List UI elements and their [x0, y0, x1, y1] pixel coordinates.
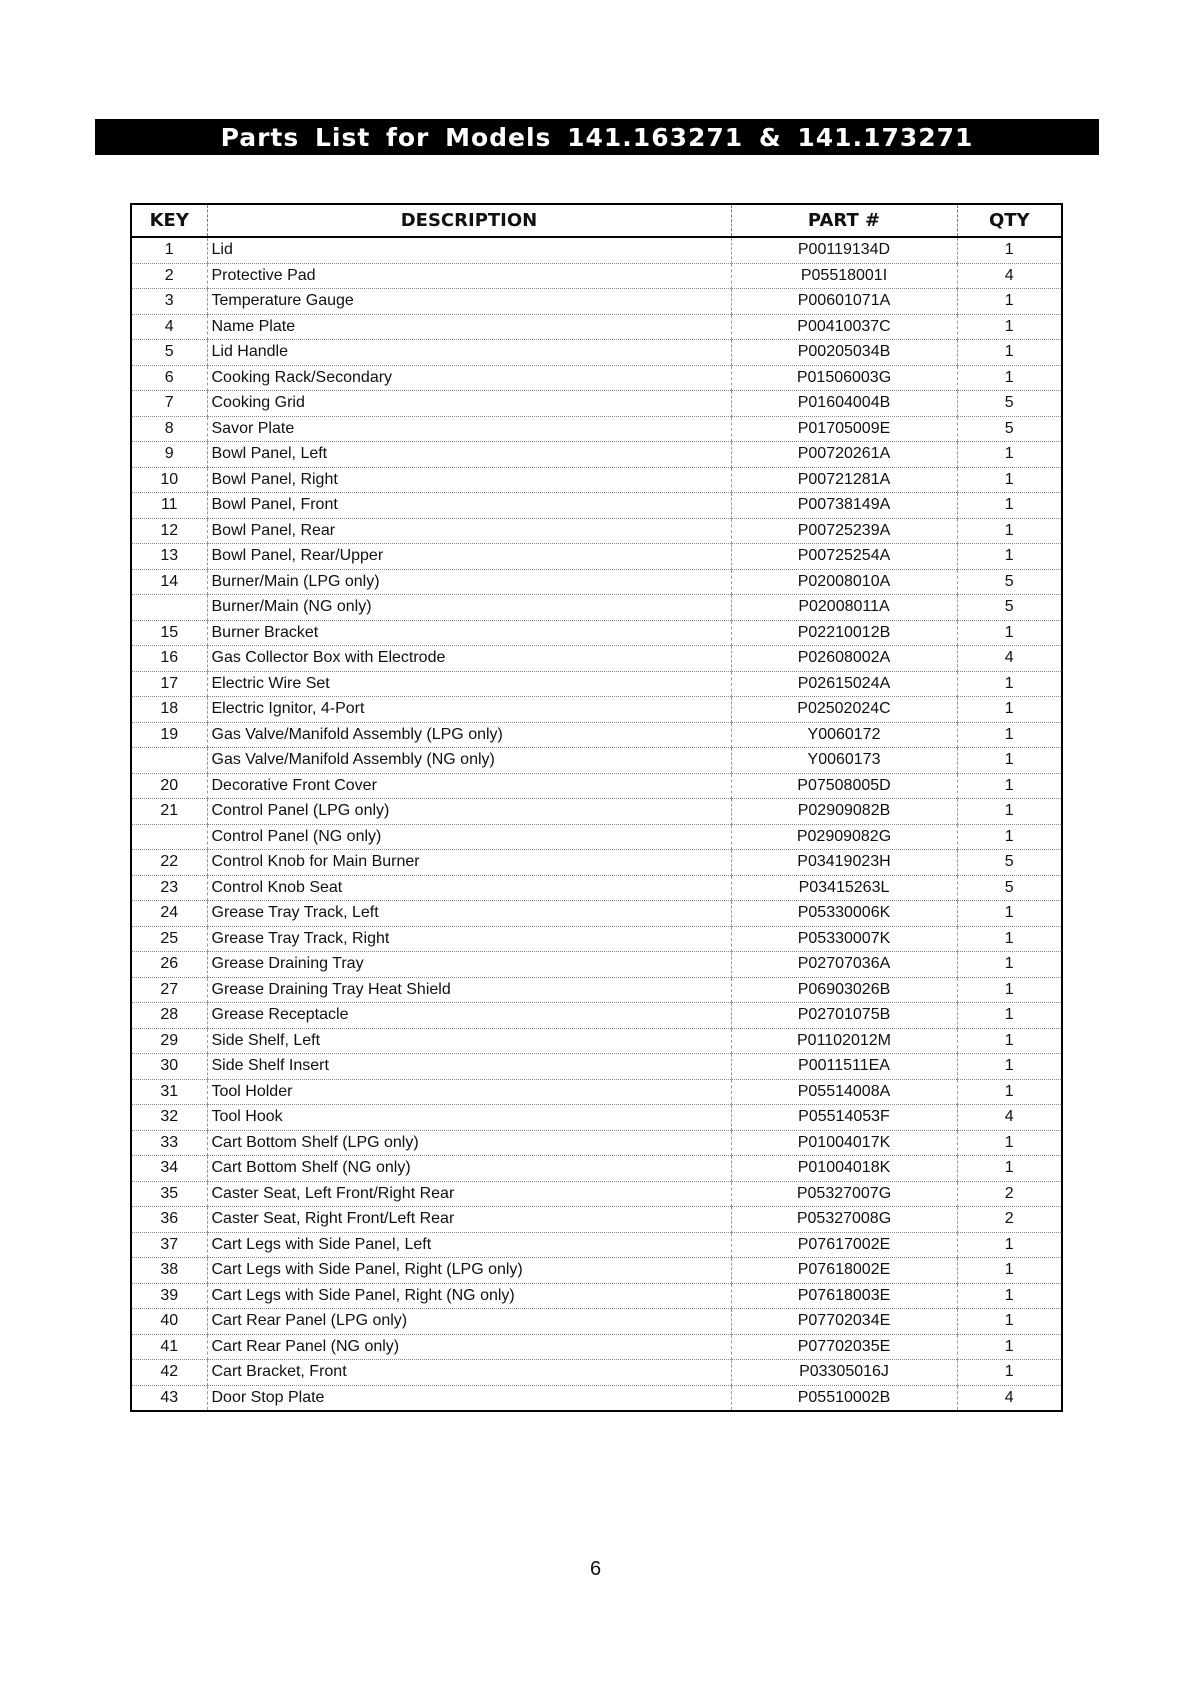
table-row — [131, 340, 1062, 366]
cell-key: 37 — [131, 1232, 207, 1258]
cell-qty: 1 — [957, 365, 1062, 391]
table-row — [131, 237, 1062, 263]
table-row — [131, 518, 1062, 544]
table-row — [131, 263, 1062, 289]
table-row — [131, 1003, 1062, 1029]
cell-key: 38 — [131, 1258, 207, 1284]
table-row — [131, 314, 1062, 340]
table-row — [131, 901, 1062, 927]
cell-part-number: P00725239A — [731, 518, 957, 544]
table-row — [131, 289, 1062, 315]
cell-description: Side Shelf Insert — [207, 1054, 731, 1080]
cell-part-number: P05514053F — [731, 1105, 957, 1131]
cell-key: 1 — [131, 237, 207, 263]
cell-qty: 4 — [1004, 1388, 1014, 1406]
table-row — [131, 391, 1062, 417]
cell-key: 25 — [131, 926, 207, 952]
cell-key: 4 — [131, 314, 207, 340]
cell-key: 30 — [131, 1054, 207, 1080]
cell-description: Protective Pad — [207, 263, 731, 289]
cell-part-number: P02909082B — [731, 799, 957, 825]
cell-part-number: P02707036A — [731, 952, 957, 978]
cell-key: 26 — [131, 952, 207, 978]
cell-description: Cart Legs with Side Panel, Left — [207, 1232, 731, 1258]
cell-qty: 1 — [957, 952, 1062, 978]
cell-qty: 1 — [957, 620, 1062, 646]
table-row — [131, 493, 1062, 519]
cell-key: 24 — [131, 901, 207, 927]
cell-key: 35 — [131, 1181, 207, 1207]
cell-part-number: P00720261A — [731, 442, 957, 468]
cell-part-number: P00738149A — [731, 493, 957, 519]
cell-key: 16 — [131, 646, 207, 672]
cell-part-number: P05518001I — [731, 263, 957, 289]
cell-qty: 4 — [957, 1105, 1062, 1131]
table-row — [131, 365, 1062, 391]
cell-key: 40 — [131, 1309, 207, 1335]
cell-qty: 2 — [957, 1181, 1062, 1207]
cell-qty: 1 — [957, 977, 1062, 1003]
cell-part-number: P01102012M — [731, 1028, 957, 1054]
table-row — [131, 1283, 1062, 1309]
page-number: 6 — [589, 1558, 602, 1580]
cell-qty: 1 — [957, 926, 1062, 952]
cell-description: Name Plate — [207, 314, 731, 340]
cell-part-number: P00410037C — [731, 314, 957, 340]
cell-part-number: P0011511EA — [731, 1054, 957, 1080]
cell-qty: 1 — [957, 314, 1062, 340]
cell-part-number: P05327007G — [731, 1181, 957, 1207]
cell-description: Cart Rear Panel (NG only) — [207, 1334, 731, 1360]
cell-part-number: P05514008A — [731, 1079, 957, 1105]
table-row — [131, 875, 1062, 901]
cell-qty: 1 — [957, 1054, 1062, 1080]
cell-key: 8 — [131, 416, 207, 442]
cell-description: Caster Seat, Right Front/Left Rear — [207, 1207, 731, 1233]
cell-qty: 1 — [957, 697, 1062, 723]
table-row — [131, 773, 1062, 799]
cell-description: Grease Tray Track, Right — [207, 926, 731, 952]
cell-part-number: P02502024C — [731, 697, 957, 723]
cell-key: 11 — [131, 493, 207, 519]
cell-key — [131, 824, 207, 850]
column-header-qty: QTY — [957, 204, 1062, 237]
cell-part-number: Y0060172 — [731, 722, 957, 748]
table-row — [131, 1207, 1062, 1233]
cell-qty: 1 — [957, 1232, 1062, 1258]
cell-part-number: P05330006K — [731, 901, 957, 927]
cell-key: 18 — [131, 697, 207, 723]
cell-qty: 1 — [957, 1309, 1062, 1335]
cell-qty: 4 — [957, 263, 1062, 289]
cell-part-number: P07617002E — [731, 1232, 957, 1258]
parts-table — [130, 203, 1063, 1412]
cell-part-number: P02909082G — [731, 824, 957, 850]
cell-key: 32 — [131, 1105, 207, 1131]
table-row — [131, 748, 1062, 774]
cell-description: Bowl Panel, Rear — [207, 518, 731, 544]
cell-part-number: P02008011A — [731, 595, 957, 621]
cell-key: 17 — [131, 671, 207, 697]
cell-qty: 1 — [957, 493, 1062, 519]
cell-part-number: P00205034B — [731, 340, 957, 366]
cell-description: Gas Valve/Manifold Assembly (NG only) — [207, 748, 731, 774]
cell-key: 29 — [131, 1028, 207, 1054]
table-row — [131, 1156, 1062, 1182]
cell-key — [131, 595, 207, 621]
cell-qty: 1 — [957, 748, 1062, 774]
cell-description: Cart Bracket, Front — [207, 1360, 731, 1386]
table-row — [131, 824, 1062, 850]
cell-key: 9 — [131, 442, 207, 468]
table-row — [131, 1105, 1062, 1131]
cell-qty: 1 — [957, 722, 1062, 748]
cell-description: Electric Ignitor, 4-Port — [207, 697, 731, 723]
table-row — [131, 850, 1062, 876]
cell-description: Grease Draining Tray — [207, 952, 731, 978]
table-row — [131, 1360, 1062, 1386]
cell-qty: 5 — [957, 595, 1062, 621]
table-row — [131, 442, 1062, 468]
cell-description: Control Knob Seat — [207, 875, 731, 901]
cell-description: Decorative Front Cover — [207, 773, 731, 799]
column-header-part: PART # — [731, 204, 957, 237]
cell-qty: 1 — [957, 901, 1062, 927]
cell-description: Door Stop Plate — [207, 1385, 731, 1411]
column-header-key: KEY — [131, 204, 207, 237]
cell-qty: 1 — [957, 1258, 1062, 1284]
cell-key: 7 — [131, 391, 207, 417]
cell-qty: 1 — [957, 518, 1062, 544]
cell-description: Bowl Panel, Front — [207, 493, 731, 519]
cell-part-number: P05510002B — [731, 1385, 957, 1411]
cell-key: 10 — [131, 467, 207, 493]
cell-qty: 1 — [957, 824, 1062, 850]
cell-part-number: P00601071A — [731, 289, 957, 315]
cell-part-number: P07508005D — [731, 773, 957, 799]
table-row — [131, 1309, 1062, 1335]
cell-key: 21 — [131, 799, 207, 825]
cell-description: Tool Holder — [207, 1079, 731, 1105]
cell-key: 28 — [131, 1003, 207, 1029]
cell-qty: 1 — [957, 1334, 1062, 1360]
table-row — [131, 1130, 1062, 1156]
cell-qty: 1 — [957, 544, 1062, 570]
cell-description: Grease Receptacle — [207, 1003, 731, 1029]
cell-key: 27 — [131, 977, 207, 1003]
cell-description: Bowl Panel, Rear/Upper — [207, 544, 731, 570]
cell-description: Side Shelf, Left — [207, 1028, 731, 1054]
cell-qty: 4 — [957, 646, 1062, 672]
table-row — [131, 1258, 1062, 1284]
cell-description: Burner/Main (LPG only) — [207, 569, 731, 595]
cell-qty: 1 — [957, 1028, 1062, 1054]
cell-qty: 1 — [957, 237, 1062, 263]
table-row — [131, 646, 1062, 672]
cell-part-number: P06903026B — [731, 977, 957, 1003]
cell-qty: 1 — [957, 1079, 1062, 1105]
cell-key: 43 — [131, 1385, 207, 1411]
cell-key: 34 — [131, 1156, 207, 1182]
table-row — [131, 722, 1062, 748]
table-row — [131, 926, 1062, 952]
cell-part-number: P03415263L — [731, 875, 957, 901]
cell-key: 39 — [131, 1283, 207, 1309]
cell-description: Cart Rear Panel (LPG only) — [207, 1309, 731, 1335]
cell-description: Control Knob for Main Burner — [207, 850, 731, 876]
cell-key: 15 — [131, 620, 207, 646]
table-row — [131, 620, 1062, 646]
table-row — [131, 671, 1062, 697]
cell-qty: 1 — [957, 1156, 1062, 1182]
table-row — [131, 1028, 1062, 1054]
cell-key: 42 — [131, 1360, 207, 1386]
cell-part-number: P01004017K — [731, 1130, 957, 1156]
table-row — [131, 544, 1062, 570]
cell-description: Bowl Panel, Left — [207, 442, 731, 468]
table-row — [131, 1334, 1062, 1360]
table-row — [131, 1054, 1062, 1080]
cell-part-number: P00119134D — [731, 237, 957, 263]
cell-key: 3 — [131, 289, 207, 315]
table-row — [131, 467, 1062, 493]
cell-description: Savor Plate — [207, 416, 731, 442]
cell-key: 12 — [131, 518, 207, 544]
cell-qty: 1 — [957, 467, 1062, 493]
cell-key: 23 — [131, 875, 207, 901]
cell-part-number: P02608002A — [731, 646, 957, 672]
cell-key: 36 — [131, 1207, 207, 1233]
cell-description: Cooking Grid — [207, 391, 731, 417]
page-title: Parts List for Models 141.163271 & 141.173271 — [95, 119, 1099, 155]
cell-part-number: P01705009E — [731, 416, 957, 442]
cell-qty: 5 — [957, 416, 1062, 442]
cell-description: Temperature Gauge — [207, 289, 731, 315]
table-header-row — [131, 204, 1062, 237]
table-row — [131, 952, 1062, 978]
cell-description: Gas Valve/Manifold Assembly (LPG only) — [207, 722, 731, 748]
cell-key: 22 — [131, 850, 207, 876]
cell-qty: 5 — [957, 875, 1062, 901]
cell-key: 6 — [131, 365, 207, 391]
cell-part-number: P07702034E — [731, 1309, 957, 1335]
cell-qty: 1 — [957, 1003, 1062, 1029]
cell-description: Gas Collector Box with Electrode — [207, 646, 731, 672]
column-header-description: DESCRIPTION — [207, 204, 731, 237]
cell-part-number: P05330007K — [731, 926, 957, 952]
table-row — [131, 1079, 1062, 1105]
table-row — [131, 569, 1062, 595]
table-row — [131, 697, 1062, 723]
cell-key: 33 — [131, 1130, 207, 1156]
parts-table-body — [131, 237, 1062, 1411]
cell-description: Bowl Panel, Right — [207, 467, 731, 493]
cell-qty: 5 — [957, 391, 1062, 417]
cell-part-number: P01004018K — [731, 1156, 957, 1182]
cell-part-number: P00721281A — [731, 467, 957, 493]
cell-description: Cart Bottom Shelf (LPG only) — [207, 1130, 731, 1156]
cell-qty: 1 — [957, 1360, 1062, 1386]
cell-description: Cooking Rack/Secondary — [207, 365, 731, 391]
cell-description: Burner Bracket — [207, 620, 731, 646]
cell-key: 13 — [131, 544, 207, 570]
cell-part-number: P03305016J — [731, 1360, 957, 1386]
cell-qty: 1 — [957, 289, 1062, 315]
cell-qty: 2 — [957, 1207, 1062, 1233]
table-row — [131, 977, 1062, 1003]
cell-part-number: P02615024A — [731, 671, 957, 697]
cell-qty: 1 — [957, 442, 1062, 468]
cell-description: Cart Bottom Shelf (NG only) — [207, 1156, 731, 1182]
cell-key — [131, 748, 207, 774]
cell-description: Grease Tray Track, Left — [207, 901, 731, 927]
cell-part-number: P01506003G — [731, 365, 957, 391]
cell-qty: 1 — [957, 773, 1062, 799]
cell-part-number: P02008010A — [731, 569, 957, 595]
cell-key: 2 — [131, 263, 207, 289]
cell-description: Lid — [207, 237, 731, 263]
cell-part-number: P07618002E — [731, 1258, 957, 1284]
cell-description: Cart Legs with Side Panel, Right (NG only) — [207, 1283, 731, 1309]
cell-part-number: P02701075B — [731, 1003, 957, 1029]
cell-key: 20 — [131, 773, 207, 799]
cell-key: 41 — [131, 1334, 207, 1360]
cell-description: Electric Wire Set — [207, 671, 731, 697]
table-row — [131, 595, 1062, 621]
cell-qty: 5 — [957, 850, 1062, 876]
table-row — [131, 1181, 1062, 1207]
cell-description: Tool Hook — [207, 1105, 731, 1131]
cell-part-number: P03419023H — [731, 850, 957, 876]
table-row — [131, 416, 1062, 442]
cell-key: 19 — [131, 722, 207, 748]
cell-key: 14 — [131, 569, 207, 595]
cell-description: Control Panel (LPG only) — [207, 799, 731, 825]
cell-part-number: P07702035E — [731, 1334, 957, 1360]
cell-qty: 1 — [957, 1130, 1062, 1156]
table-row — [131, 1232, 1062, 1258]
cell-description: Burner/Main (NG only) — [207, 595, 731, 621]
cell-description: Control Panel (NG only) — [207, 824, 731, 850]
cell-qty: 1 — [957, 1283, 1062, 1309]
cell-key: 5 — [131, 340, 207, 366]
cell-description: Cart Legs with Side Panel, Right (LPG only) — [207, 1258, 731, 1284]
cell-part-number: Y0060173 — [731, 748, 957, 774]
table-row — [131, 799, 1062, 825]
cell-part-number: P01604004B — [731, 391, 957, 417]
table-row — [131, 1385, 1062, 1411]
cell-qty: 1 — [957, 340, 1062, 366]
cell-key: 31 — [131, 1079, 207, 1105]
cell-description: Lid Handle — [207, 340, 731, 366]
cell-part-number: P05327008G — [731, 1207, 957, 1233]
cell-qty: 1 — [957, 671, 1062, 697]
cell-description: Grease Draining Tray Heat Shield — [207, 977, 731, 1003]
cell-description: Caster Seat, Left Front/Right Rear — [207, 1181, 731, 1207]
cell-qty: 1 — [957, 799, 1062, 825]
cell-part-number: P07618003E — [731, 1283, 957, 1309]
cell-qty: 5 — [957, 569, 1062, 595]
cell-part-number: P02210012B — [731, 620, 957, 646]
cell-part-number: P00725254A — [731, 544, 957, 570]
